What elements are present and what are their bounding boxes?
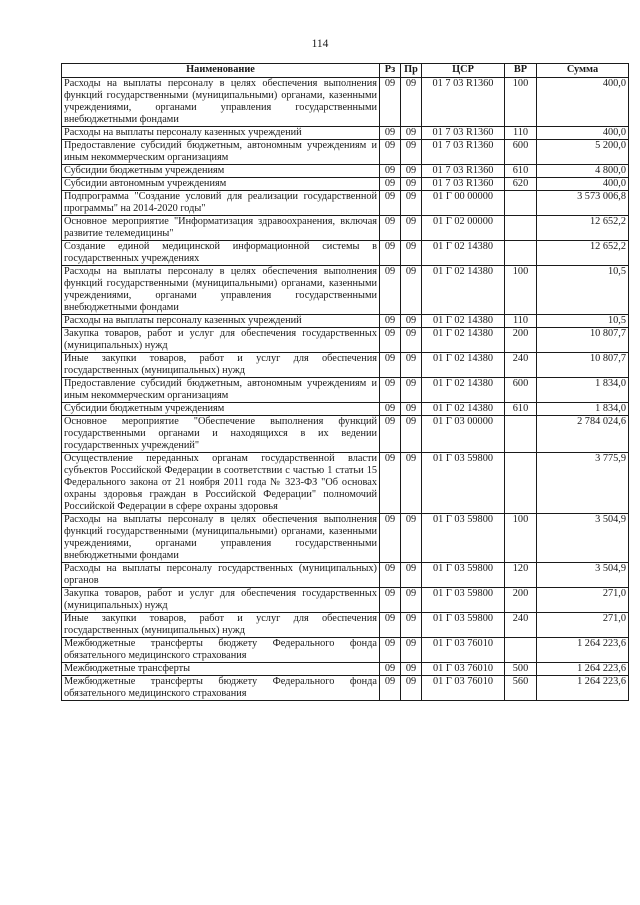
- cell-name: Осуществление переданных органам государственной власти субъектов Российской Федерации в соответствии с частью 1 статьи 15 Федерального закона от 21 ноября 2011 года № 323-ФЗ "Об основах охраны здоровья граждан в Российской Федерации" полномочий Российской Федерации в сфере охраны здоровья: [62, 453, 380, 514]
- cell-pr: 09: [401, 178, 422, 191]
- cell-sum: 400,0: [537, 78, 629, 127]
- cell-csr: 01 Г 02 14380: [422, 403, 505, 416]
- cell-csr: 01 Г 03 76010: [422, 676, 505, 701]
- cell-rz: 09: [380, 241, 401, 266]
- cell-rz: 09: [380, 663, 401, 676]
- cell-sum: 1 834,0: [537, 403, 629, 416]
- table-row: [62, 353, 629, 378]
- cell-csr: 01 Г 03 59800: [422, 453, 505, 514]
- cell-csr: 01 7 03 R1360: [422, 78, 505, 127]
- cell-vr: 560: [505, 676, 537, 701]
- cell-rz: 09: [380, 563, 401, 588]
- cell-sum: 1 834,0: [537, 378, 629, 403]
- table-row: [62, 178, 629, 191]
- cell-name: Субсидии бюджетным учреждениям: [62, 165, 380, 178]
- cell-pr: 09: [401, 514, 422, 563]
- table-row: [62, 563, 629, 588]
- cell-rz: 09: [380, 378, 401, 403]
- cell-sum: 3 573 006,8: [537, 191, 629, 216]
- cell-vr: 100: [505, 514, 537, 563]
- cell-csr: 01 Г 03 59800: [422, 613, 505, 638]
- cell-pr: 09: [401, 315, 422, 328]
- cell-sum: 400,0: [537, 127, 629, 140]
- cell-name: Закупка товаров, работ и услуг для обеспечения государственных (муниципальных) нужд: [62, 588, 380, 613]
- cell-sum: 10,5: [537, 266, 629, 315]
- cell-pr: 09: [401, 613, 422, 638]
- cell-name: Межбюджетные трансферты бюджету Федерального фонда обязательного медицинского страхования: [62, 638, 380, 663]
- cell-sum: 271,0: [537, 588, 629, 613]
- cell-vr: 200: [505, 588, 537, 613]
- cell-rz: 09: [380, 266, 401, 315]
- cell-pr: 09: [401, 663, 422, 676]
- table-row: [62, 315, 629, 328]
- cell-csr: 01 Г 02 14380: [422, 266, 505, 315]
- cell-rz: 09: [380, 514, 401, 563]
- cell-vr: 110: [505, 127, 537, 140]
- cell-vr: 500: [505, 663, 537, 676]
- cell-vr: [505, 241, 537, 266]
- cell-sum: 400,0: [537, 178, 629, 191]
- table-header: [62, 64, 629, 78]
- cell-name: Основное мероприятие "Обеспечение выполнения функций государственными органами и находящихся в их ведении государственных учреждений": [62, 416, 380, 453]
- cell-name: Создание единой медицинской информационной системы в государственных учреждениях: [62, 241, 380, 266]
- cell-sum: 12 652,2: [537, 216, 629, 241]
- cell-vr: 240: [505, 353, 537, 378]
- cell-csr: 01 Г 02 00000: [422, 216, 505, 241]
- cell-rz: 09: [380, 140, 401, 165]
- cell-vr: 620: [505, 178, 537, 191]
- cell-pr: 09: [401, 127, 422, 140]
- cell-vr: 100: [505, 78, 537, 127]
- cell-pr: 09: [401, 191, 422, 216]
- cell-name: Субсидии бюджетным учреждениям: [62, 403, 380, 416]
- cell-rz: 09: [380, 353, 401, 378]
- cell-csr: 01 Г 03 59800: [422, 588, 505, 613]
- cell-pr: 09: [401, 638, 422, 663]
- cell-name: Предоставление субсидий бюджетным, автономным учреждениям и иным некоммерческим организациям: [62, 140, 380, 165]
- cell-csr: 01 Г 02 14380: [422, 378, 505, 403]
- table-row: [62, 676, 629, 701]
- table-row: [62, 403, 629, 416]
- header-rz: Рз: [380, 64, 401, 78]
- cell-pr: 09: [401, 241, 422, 266]
- cell-vr: 610: [505, 403, 537, 416]
- cell-pr: 09: [401, 78, 422, 127]
- cell-csr: 01 Г 00 00000: [422, 191, 505, 216]
- cell-rz: 09: [380, 638, 401, 663]
- cell-sum: 10,5: [537, 315, 629, 328]
- table-row: [62, 328, 629, 353]
- cell-name: Закупка товаров, работ и услуг для обеспечения государственных (муниципальных) нужд: [62, 328, 380, 353]
- cell-name: Расходы на выплаты персоналу государственных (муниципальных) органов: [62, 563, 380, 588]
- cell-vr: [505, 638, 537, 663]
- cell-vr: 120: [505, 563, 537, 588]
- cell-pr: 09: [401, 216, 422, 241]
- cell-rz: 09: [380, 328, 401, 353]
- cell-name: Расходы на выплаты персоналу казенных учреждений: [62, 127, 380, 140]
- cell-csr: 01 7 03 R1360: [422, 178, 505, 191]
- cell-sum: 12 652,2: [537, 241, 629, 266]
- header-sum: Сумма: [537, 64, 629, 78]
- cell-csr: 01 Г 03 59800: [422, 514, 505, 563]
- cell-csr: 01 7 03 R1360: [422, 140, 505, 165]
- cell-name: Иные закупки товаров, работ и услуг для обеспечения государственных (муниципальных) нужд: [62, 353, 380, 378]
- cell-sum: 4 800,0: [537, 165, 629, 178]
- table-row: [62, 416, 629, 453]
- header-vr: ВР: [505, 64, 537, 78]
- cell-csr: 01 Г 02 14380: [422, 353, 505, 378]
- cell-csr: 01 Г 02 14380: [422, 328, 505, 353]
- cell-pr: 09: [401, 165, 422, 178]
- cell-rz: 09: [380, 416, 401, 453]
- cell-vr: 200: [505, 328, 537, 353]
- cell-pr: 09: [401, 676, 422, 701]
- cell-rz: 09: [380, 453, 401, 514]
- table-row: [62, 266, 629, 315]
- cell-name: Подпрограмма "Создание условий для реализации государственной программы" на 2014-2020 годы": [62, 191, 380, 216]
- cell-pr: 09: [401, 453, 422, 514]
- cell-rz: 09: [380, 613, 401, 638]
- table-row: [62, 514, 629, 563]
- cell-pr: 09: [401, 140, 422, 165]
- cell-sum: 3 775,9: [537, 453, 629, 514]
- cell-name: Межбюджетные трансферты бюджету Федерального фонда обязательного медицинского страхования: [62, 676, 380, 701]
- cell-rz: 09: [380, 178, 401, 191]
- cell-vr: [505, 216, 537, 241]
- cell-csr: 01 Г 03 76010: [422, 638, 505, 663]
- cell-csr: 01 Г 02 14380: [422, 315, 505, 328]
- cell-vr: [505, 191, 537, 216]
- cell-vr: 240: [505, 613, 537, 638]
- cell-name: Межбюджетные трансферты: [62, 663, 380, 676]
- cell-rz: 09: [380, 403, 401, 416]
- table-row: [62, 140, 629, 165]
- cell-name: Иные закупки товаров, работ и услуг для обеспечения государственных (муниципальных) нужд: [62, 613, 380, 638]
- table-row: [62, 663, 629, 676]
- cell-sum: 1 264 223,6: [537, 676, 629, 701]
- cell-rz: 09: [380, 191, 401, 216]
- table-row: [62, 588, 629, 613]
- cell-pr: 09: [401, 378, 422, 403]
- cell-pr: 09: [401, 563, 422, 588]
- cell-vr: 600: [505, 140, 537, 165]
- cell-pr: 09: [401, 328, 422, 353]
- budget-table: [61, 63, 629, 701]
- cell-sum: 5 200,0: [537, 140, 629, 165]
- cell-vr: [505, 416, 537, 453]
- table-row: [62, 453, 629, 514]
- cell-csr: 01 7 03 R1360: [422, 127, 505, 140]
- table-row: [62, 127, 629, 140]
- page-number: 114: [311, 38, 329, 50]
- table-row: [62, 638, 629, 663]
- table-row: [62, 216, 629, 241]
- header-row: [62, 64, 629, 78]
- cell-rz: 09: [380, 165, 401, 178]
- cell-pr: 09: [401, 403, 422, 416]
- cell-name: Расходы на выплаты персоналу в целях обеспечения выполнения функций государственными (муниципальными) органами, казенными учреждениями, органами управления государственными внебюджетными фондами: [62, 266, 380, 315]
- cell-name: Предоставление субсидий бюджетным, автономным учреждениям и иным некоммерческим организациям: [62, 378, 380, 403]
- cell-rz: 09: [380, 216, 401, 241]
- table-row: [62, 613, 629, 638]
- cell-name: Субсидии автономным учреждениям: [62, 178, 380, 191]
- table-row: [62, 241, 629, 266]
- cell-rz: 09: [380, 676, 401, 701]
- cell-csr: 01 Г 02 14380: [422, 241, 505, 266]
- cell-vr: 600: [505, 378, 537, 403]
- cell-sum: 1 264 223,6: [537, 638, 629, 663]
- cell-rz: 09: [380, 78, 401, 127]
- cell-sum: 1 264 223,6: [537, 663, 629, 676]
- cell-vr: 100: [505, 266, 537, 315]
- cell-sum: 3 504,9: [537, 514, 629, 563]
- cell-sum: 271,0: [537, 613, 629, 638]
- cell-pr: 09: [401, 416, 422, 453]
- header-csr: ЦСР: [422, 64, 505, 78]
- cell-sum: 10 807,7: [537, 353, 629, 378]
- cell-pr: 09: [401, 353, 422, 378]
- cell-vr: [505, 453, 537, 514]
- table-row: [62, 191, 629, 216]
- cell-rz: 09: [380, 315, 401, 328]
- cell-name: Расходы на выплаты персоналу казенных учреждений: [62, 315, 380, 328]
- cell-csr: 01 Г 03 76010: [422, 663, 505, 676]
- table-row: [62, 165, 629, 178]
- cell-name: Расходы на выплаты персоналу в целях обеспечения выполнения функций государственными (муниципальными) органами, казенными учреждениями, органами управления государственными внебюджетными фондами: [62, 78, 380, 127]
- table-row: [62, 378, 629, 403]
- cell-sum: 2 784 024,6: [537, 416, 629, 453]
- cell-name: Расходы на выплаты персоналу в целях обеспечения выполнения функций государственными (муниципальными) органами, казенными учреждениями, органами управления государственными внебюджетными фондами: [62, 514, 380, 563]
- table-row: [62, 78, 629, 127]
- cell-sum: 10 807,7: [537, 328, 629, 353]
- cell-pr: 09: [401, 588, 422, 613]
- cell-rz: 09: [380, 588, 401, 613]
- header-name: Наименование: [62, 64, 380, 78]
- cell-csr: 01 Г 03 00000: [422, 416, 505, 453]
- cell-pr: 09: [401, 266, 422, 315]
- cell-rz: 09: [380, 127, 401, 140]
- cell-csr: 01 Г 03 59800: [422, 563, 505, 588]
- header-pr: Пр: [401, 64, 422, 78]
- cell-name: Основное мероприятие "Информатизация здравоохранения, включая развитие телемедицины": [62, 216, 380, 241]
- table-body: [62, 78, 629, 701]
- cell-vr: 610: [505, 165, 537, 178]
- cell-sum: 3 504,9: [537, 563, 629, 588]
- cell-csr: 01 7 03 R1360: [422, 165, 505, 178]
- cell-vr: 110: [505, 315, 537, 328]
